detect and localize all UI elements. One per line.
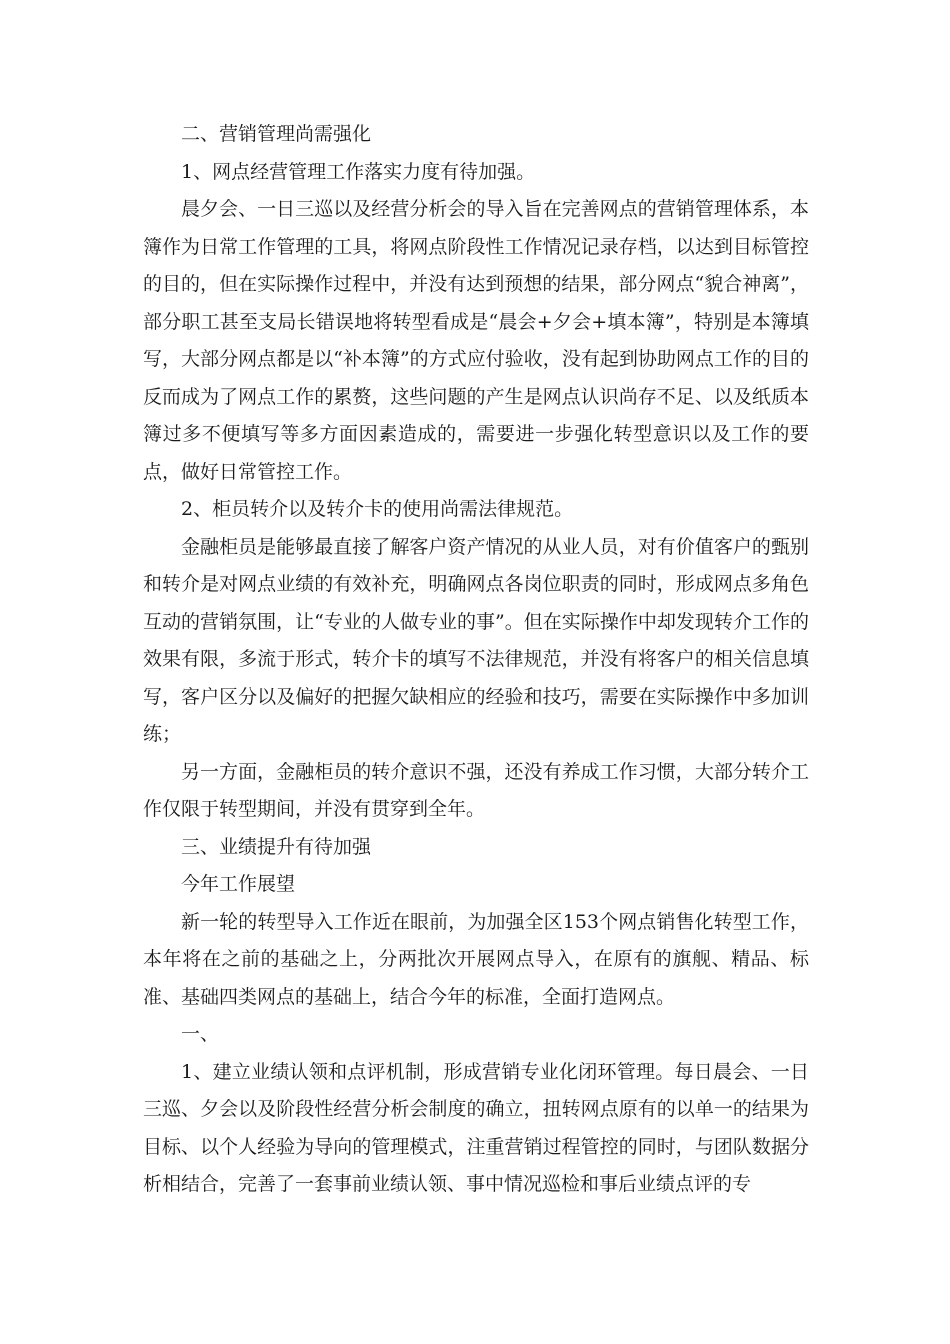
subheading-outlet-management: 1、网点经营管理工作落实力度有待加强。 [181,160,536,183]
section-heading-marketing: 二、营销管理尚需强化 [181,123,372,145]
section-heading-performance: 三、业绩提升有待加强 [181,835,372,858]
document-body [143,116,809,1204]
paragraph-referral-awareness: 另一方面，金融柜员的转介意识不强，还没有养成工作习惯，大部分转介工作仅限于转型期间，并没有贯穿到全年。 [143,760,809,820]
paragraph-outlet-management: 晨夕会、一日三巡以及经营分析会的导入旨在完善网点的营销管理体系，本簿作为日常工作管理的工具，将网点阶段性工作情况记录存档，以达到目标管控的目的，但在实际操作过程中，并没有达到预想的结果，部分网点“貌合神离”，部分职工甚至支局长错误地将转型看成是“晨会+夕会+填本簿”，特别是本簿填写，大部分网点都是以“补本簿”的方式应付验收，没有起到协助网点工作的目的反而成为了网点工作的累赘，这些问题的产生是网点认识尚存不足、以及纸质本簿过多不便填写等多方面因素造成的，需要进一步强化转型意识以及工作的要点，做好日常管控工作。 [143,198,809,483]
section-heading-outlook: 今年工作展望 [181,873,296,895]
paragraph-transformation: 新一轮的转型导入工作近在眼前，为加强全区153个网点销售化转型工作，本年将在之前的基础之上，分两批次开展网点导入，在原有的旗舰、精品、标准、基础四类网点的基础上，结合今年的标准，全面打造网点。 [143,910,809,1008]
subheading-teller-referral: 2、柜员转介以及转介卡的使用尚需法律规范。 [181,498,574,520]
paragraph-teller-referral: 金融柜员是能够最直接了解客户资产情况的从业人员，对有价值客户的甄别和转介是对网点业绩的有效补充，明确网点各岗位职责的同时，形成网点多角色互动的营销氛围，让“专业的人做专业的事”。但在实际操作中却发现转介工作的效果有限，多流于形式，转介卡的填写不法律规范，并没有将客户的相关信息填写，客户区分以及偏好的把握欠缺相应的经验和技巧，需要在实际操作中多加训练； [143,535,809,745]
paragraph-performance-mechanism: 1、建立业绩认领和点评机制，形成营销专业化闭环管理。每日晨会、一日三巡、夕会以及阶段性经营分析会制度的确立，扭转网点原有的以单一的结果为目标、以个人经验为导向的管理模式，注重营销过程管控的同时，与团队数据分析相结合，完善了一套事前业绩认领、事中情况巡检和事后业绩点评的专 [143,1060,809,1195]
section-heading-one: 一、 [181,1023,220,1045]
